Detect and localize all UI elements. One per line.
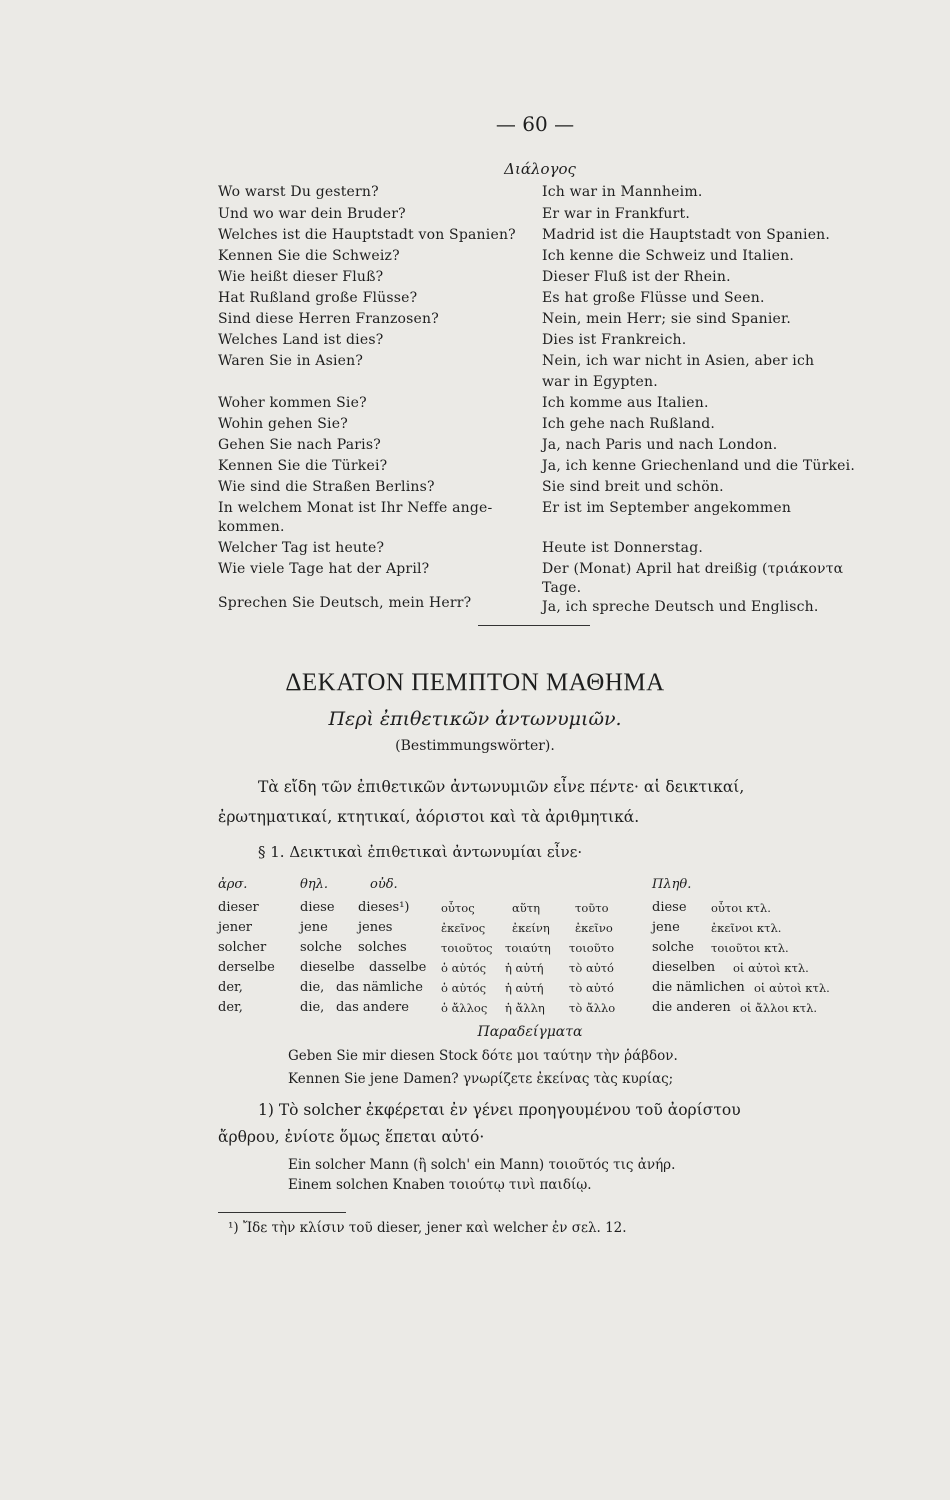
table-cell: ἐκεῖνο [575, 921, 613, 935]
table-cell: ἡ αὐτή [505, 961, 544, 975]
dialogue-question: Sind diese Herren Franzosen? [218, 311, 439, 327]
dialogue-question: Wie heißt dieser Fluß? [218, 269, 384, 285]
table-header-masc: ἀρσ. [218, 877, 248, 892]
table-cell: ἐκεῖνος [441, 921, 486, 935]
table-cell: οὗτοι κτλ. [711, 901, 771, 915]
table-cell: ἡ αὐτή [505, 981, 544, 995]
footnote: ¹) Ἴδε τὴν κλίσιν τοῦ dieser, jener καὶ welcher ἐν σελ. 12. [228, 1220, 627, 1236]
page-number: — 60 — [495, 112, 575, 136]
rule-1-line-1: 1) Τὸ solcher ἐκφέρεται ἐν γένει προηγουμένου τοῦ ἀορίστου [258, 1101, 741, 1119]
dialogue-question: In welchem Monat ist Ihr Neffe ange- [218, 500, 493, 516]
rule-1-line-2: ἄρθρου, ἐνίοτε ὅμως ἕπεται αὐτό· [218, 1128, 485, 1146]
table-cell: solches [358, 940, 407, 955]
table-cell: das andere [336, 1000, 409, 1015]
dialogue-question: Kennen Sie die Türkei? [218, 458, 388, 474]
dialogue-question: Woher kommen Sie? [218, 395, 367, 411]
intro-line-1: Τὰ εἴδη τῶν ἐπιθετικῶν ἀντωνυμιῶν εἶνε πέντε· αἱ δεικτικαί, [258, 778, 745, 796]
dialogue-answer: Ja, ich kenne Griechenland und die Türkei. [542, 458, 855, 474]
example-line: Kennen Sie jene Damen? γνωρίζετε ἐκείνας τὰς κυρίας; [288, 1071, 674, 1087]
table-header-fem: θηλ. [300, 877, 328, 892]
table-cell: ὁ ἄλλος [441, 1001, 488, 1015]
table-cell: dasselbe [369, 960, 427, 975]
table-cell: jenes [358, 920, 393, 935]
table-cell: die, [300, 1000, 325, 1015]
intro-line-2: ἐρωτηματικαί, κτητικαί, ἀόριστοι καὶ τὰ ἀριθμητικά. [218, 808, 640, 826]
table-cell: οἱ αὐτοὶ κτλ. [754, 981, 830, 995]
table-cell: τὸ αὐτό [569, 981, 614, 995]
footnote-divider [218, 1212, 346, 1213]
table-cell: dieser [218, 900, 259, 915]
examples-heading: Παραδείγματα [477, 1024, 583, 1040]
dialogue-answer: Ich gehe nach Rußland. [542, 416, 716, 432]
table-cell: αὕτη [512, 901, 541, 915]
example-line: Geben Sie mir diesen Stock δότε μοι ταύτην τὴν ῥάβδον. [288, 1048, 678, 1064]
table-cell: jene [652, 920, 680, 935]
table-cell: dieselben [652, 960, 716, 975]
dialogue-answer: Ich kenne die Schweiz und Italien. [542, 248, 795, 264]
table-cell: ἐκείνη [512, 921, 550, 935]
dialogue-answer: Heute ist Donnerstag. [542, 540, 704, 556]
table-cell: ὁ αὐτός [441, 981, 487, 995]
lesson-note: (Bestimmungswörter). [395, 738, 555, 754]
table-cell: derselbe [218, 960, 275, 975]
dialogue-question: Wie sind die Straßen Berlins? [218, 479, 435, 495]
table-cell: diese [652, 900, 687, 915]
dialogue-answer: Nein, mein Herr; sie sind Spanier. [542, 311, 792, 327]
dialogue-question: Waren Sie in Asien? [218, 353, 364, 369]
dialogue-question: Sprechen Sie Deutsch, mein Herr? [218, 595, 472, 611]
section-1-heading: § 1. Δεικτικαὶ ἐπιθετικαὶ ἀντωνυμίαι εἶνε· [258, 843, 583, 861]
dialogue-answer: Der (Monat) April hat dreißig (τριάκοντα [542, 561, 844, 577]
table-cell: τὸ αὐτό [569, 961, 614, 975]
dialogue-question: Welcher Tag ist heute? [218, 540, 385, 556]
dialogue-question: Welches ist die Hauptstadt von Spanien? [218, 227, 516, 243]
table-cell: οἱ αὐτοὶ κτλ. [733, 961, 809, 975]
table-cell: τοιαύτη [505, 941, 551, 955]
dialogue-answer: Es hat große Flüsse und Seen. [542, 290, 765, 306]
table-header-neut: οὐδ. [370, 877, 398, 892]
dialogue-answer: Ich komme aus Italien. [542, 395, 709, 411]
table-cell: der, [218, 980, 243, 995]
table-cell: ὁ αὐτός [441, 961, 487, 975]
dialogue-question: Gehen Sie nach Paris? [218, 437, 381, 453]
table-cell: ἡ ἄλλη [505, 1001, 545, 1015]
table-cell: ἐκεῖνοι κτλ. [711, 921, 782, 935]
table-cell: jener [218, 920, 253, 935]
dialogue-answer: Madrid ist die Hauptstadt von Spanien. [542, 227, 831, 243]
dialogue-answer: Tage. [542, 580, 582, 596]
dialogue-question: Wohin gehen Sie? [218, 416, 348, 432]
table-cell: das nämliche [336, 980, 423, 995]
table-cell: die anderen [652, 1000, 731, 1015]
table-cell: solcher [218, 940, 267, 955]
table-cell: diese [300, 900, 335, 915]
dialogue-question: kommen. [218, 519, 285, 535]
table-cell: οὗτος [441, 901, 475, 915]
lesson-title: ΔΕΚΑΤΟΝ ΠΕΜΠΤΟΝ ΜΑΘΗΜΑ [285, 669, 665, 696]
dialogue-answer: Sie sind breit und schön. [542, 479, 724, 495]
table-cell: dieses¹) [358, 900, 410, 915]
table-cell: τοιοῦτος [441, 941, 493, 955]
rule-1-example: Einem solchen Knaben τοιούτῳ τινὶ παιδίῳ. [288, 1177, 592, 1193]
dialogue-answer: Er ist im September angekommen [542, 500, 792, 516]
table-cell: solche [300, 940, 343, 955]
table-cell: solche [652, 940, 695, 955]
dialogue-question: Und wo war dein Bruder? [218, 206, 406, 222]
dialogue-answer: Dies ist Frankreich. [542, 332, 687, 348]
dialogue-answer: Dieser Fluß ist der Rhein. [542, 269, 731, 285]
dialogue-answer: Ich war in Mannheim. [542, 184, 703, 200]
dialogue-question: Hat Rußland große Flüsse? [218, 290, 418, 306]
dialogue-question: Wo warst Du gestern? [218, 184, 379, 200]
table-cell: τοιοῦτο [569, 941, 614, 955]
table-cell: τοῦτο [575, 901, 609, 915]
dialogue-answer: Ja, ich spreche Deutsch und Englisch. [542, 599, 819, 615]
dialogue-answer: Er war in Frankfurt. [542, 206, 690, 222]
rule-1-example: Ein solcher Mann (ἢ solch' ein Mann) τοιοῦτός τις ἀνήρ. [288, 1157, 676, 1173]
lesson-subtitle: Περὶ ἐπιθετικῶν ἀντωνυμιῶν. [328, 708, 622, 730]
dialogue-answer: Ja, nach Paris und nach London. [542, 437, 778, 453]
dialogue-question: Welches Land ist dies? [218, 332, 384, 348]
dialogue-question: Kennen Sie die Schweiz? [218, 248, 400, 264]
table-cell: τὸ ἄλλο [569, 1001, 616, 1015]
table-cell: die nämlichen [652, 980, 745, 995]
section-divider [478, 625, 590, 626]
table-cell: der, [218, 1000, 243, 1015]
table-cell: οἱ ἄλλοι κτλ. [740, 1001, 818, 1015]
table-cell: jene [300, 920, 328, 935]
table-header-plural: Πληθ. [652, 877, 692, 892]
dialogue-heading: Διάλογος [504, 160, 576, 178]
table-cell: dieselbe [300, 960, 355, 975]
table-cell: τοιοῦτοι κτλ. [711, 941, 789, 955]
dialogue-question: Wie viele Tage hat der April? [218, 561, 430, 577]
table-cell: die, [300, 980, 325, 995]
dialogue-answer: Nein, ich war nicht in Asien, aber ich [542, 353, 815, 369]
dialogue-answer: war in Egypten. [542, 374, 658, 390]
